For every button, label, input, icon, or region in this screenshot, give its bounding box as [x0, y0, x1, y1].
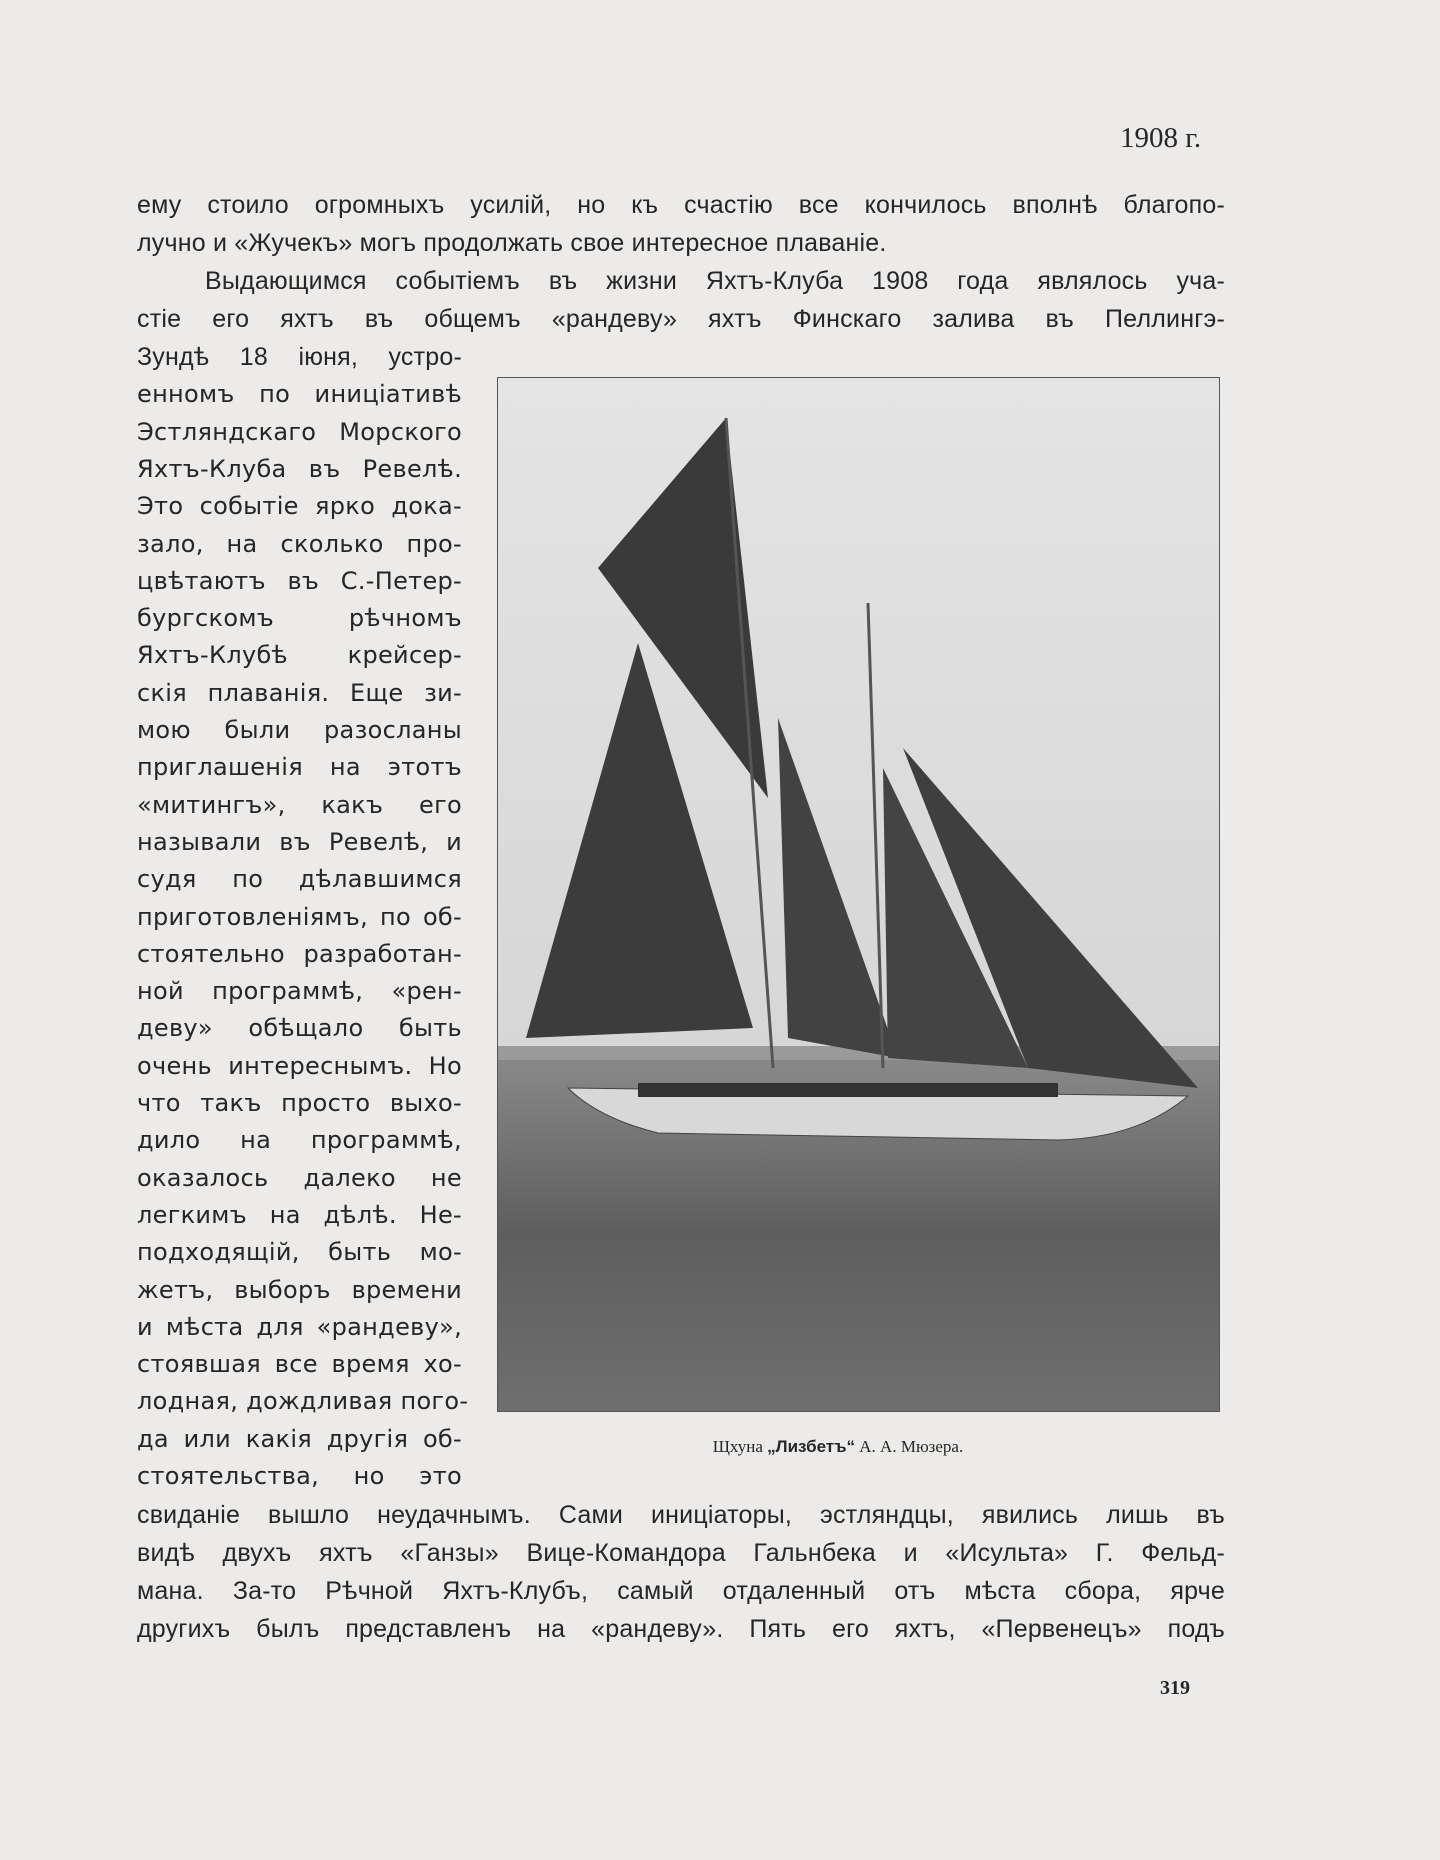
column-text-line: приготовленіямъ, по об-: [137, 902, 462, 931]
column-text-line: легкимъ на дѣлѣ. Не-: [137, 1200, 462, 1229]
column-text-line: что такъ просто выхо-: [137, 1089, 462, 1117]
text-line: ему стоило огромныхъ усилій, но къ счастію все кончилось вполнѣ благопо-: [137, 191, 1225, 219]
schooner-illustration: [498, 378, 1219, 1411]
column-text-line: называли въ Ревелѣ, и: [137, 827, 462, 856]
schooner-photo: [497, 377, 1220, 1412]
column-text-line: енномъ по иниціативѣ: [137, 380, 462, 409]
column-text-line: бургскомъ рѣчномъ: [137, 604, 462, 633]
text-line: свиданіе вышло неудачнымъ. Сами иниціаторы, эстляндцы, явились лишь въ: [137, 1501, 1225, 1529]
column-text-line: ной программѣ, «рен-: [137, 977, 462, 1006]
text-line: другихъ былъ представленъ на «рандеву». Пять его яхтъ, «Первенецъ» подъ: [137, 1615, 1225, 1643]
caption-owner: А. А. Мюзера.: [859, 1437, 964, 1456]
text-line: стіе его яхтъ въ общемъ «рандеву» яхтъ Финскаго залива въ Пеллингэ-: [137, 305, 1225, 333]
column-text-line: подходящій, быть мо-: [137, 1238, 462, 1267]
column-text-line: Яхтъ-Клубѣ крейсер-: [137, 641, 462, 670]
column-text-line: стоятельства, но это: [137, 1462, 462, 1490]
column-text-line: судя по дѣлавшимся: [137, 865, 462, 894]
column-text-line: мою были разосланы: [137, 716, 462, 744]
column-text-line: да или какія другія об-: [137, 1424, 462, 1453]
column-text-line: Зундѣ 18 іюня, устро-: [137, 343, 462, 371]
column-text-line: очень интереснымъ. Но: [137, 1051, 462, 1080]
column-text-line: лодная, дождливая пого-: [137, 1387, 469, 1416]
figure-caption: [638, 1437, 1038, 1457]
caption-prefix: Щхуна: [712, 1437, 763, 1456]
text-line: видѣ двухъ яхтъ «Ганзы» Вице-Командора Гальнбека и «Исульта» Г. Фельд-: [137, 1539, 1225, 1567]
text-line: лучно и «Жучекъ» могъ продолжать свое интересное плаваніе.: [137, 229, 887, 257]
column-text-line: жетъ, выборъ времени: [137, 1275, 462, 1304]
column-text-line: «митингъ», какъ его: [137, 790, 462, 819]
text-line: мана. За-то Рѣчной Яхтъ-Клубъ, самый отдаленный отъ мѣста сбора, ярче: [137, 1577, 1225, 1605]
page-number: 319: [1160, 1677, 1190, 1699]
column-text-line: зало, на сколько про-: [137, 529, 462, 558]
column-text-line: скія плаванія. Еще зи-: [137, 678, 462, 707]
column-text-line: цвѣтаютъ въ С.-Петер-: [137, 566, 462, 595]
column-text-line: деву» обѣщало быть: [137, 1014, 462, 1043]
column-text-line: дило на программѣ,: [137, 1126, 462, 1155]
column-text-line: Это событіе ярко дока-: [137, 492, 462, 521]
column-text-line: стоявшая все время хо-: [137, 1350, 462, 1379]
column-text-line: стоятельно разработан-: [137, 939, 462, 968]
column-text-line: Яхтъ-Клуба въ Ревелѣ.: [137, 454, 462, 483]
caption-yacht-name: „Лизбетъ“: [767, 1437, 856, 1456]
running-header-year: 1908 г.: [1120, 122, 1202, 154]
column-text-line: Эстляндскаго Морского: [137, 417, 462, 446]
column-text-line: приглашенія на этотъ: [137, 753, 462, 782]
text-line: Выдающимся событіемъ въ жизни Яхтъ-Клуба 1908 года являлось уча-: [205, 267, 1225, 295]
column-text-line: и мѣста для «рандеву»,: [137, 1312, 462, 1341]
column-text-line: оказалось далеко не: [137, 1163, 462, 1192]
